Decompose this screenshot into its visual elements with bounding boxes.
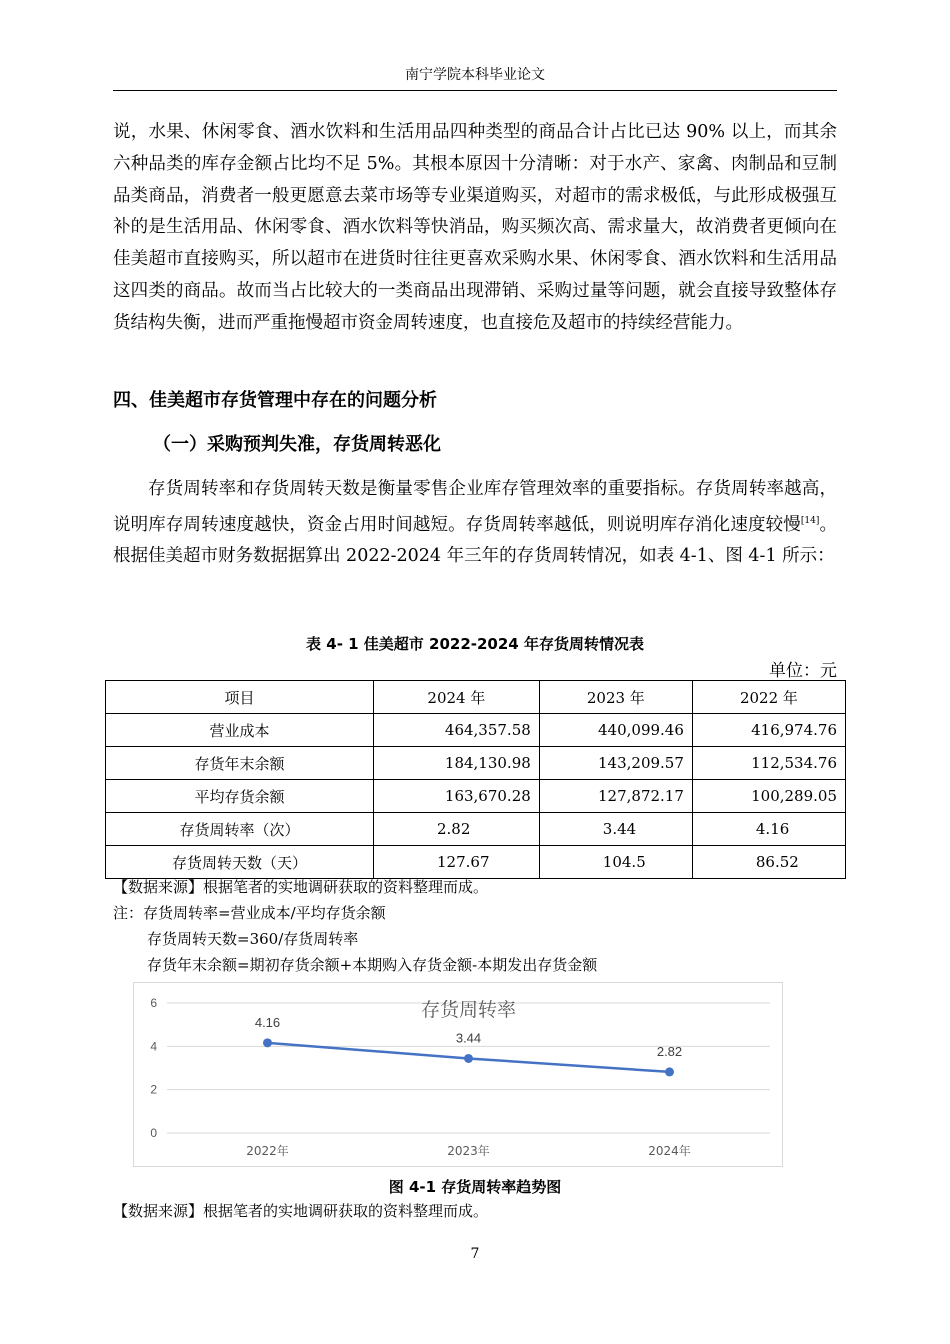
table-cell: 127,872.17 <box>539 780 692 813</box>
section-heading: 四、佳美超市存货管理中存在的问题分析 <box>113 390 437 411</box>
table-cell: 存货年末余额 <box>106 747 374 780</box>
table-row <box>106 846 846 879</box>
table-row <box>106 714 846 747</box>
table-cell: 3.44 <box>539 813 692 846</box>
data-source-note: 【数据来源】根据笔者的实地调研获取的资料整理而成。 <box>113 878 489 896</box>
subsection-heading: （一）采购预判失准，存货周转恶化 <box>153 434 441 455</box>
table-cell: 416,974.76 <box>692 714 845 747</box>
data-source-note: 【数据来源】根据笔者的实地调研获取的资料整理而成。 <box>113 1202 489 1220</box>
chart-title: 存货周转率 <box>420 999 517 1021</box>
inventory-turnover-table <box>105 680 846 879</box>
table-row <box>106 780 846 813</box>
table-row <box>106 813 846 846</box>
paragraph-text-b: 。根据佳美超市财务数据据算出 2022-2024 年三年的存货周转情况，如表 4-1、图 4-1 所示： <box>113 514 837 567</box>
table-cell: 存货周转率（次） <box>106 813 374 846</box>
table-cell: 100,289.05 <box>692 780 845 813</box>
x-tick-label: 2022年 <box>246 1144 289 1158</box>
table-cell: 163,670.28 <box>374 780 540 813</box>
y-tick-label: 6 <box>150 996 157 1010</box>
table-cell: 2.82 <box>374 813 540 846</box>
table-cell: 440,099.46 <box>539 714 692 747</box>
table-cell: 143,209.57 <box>539 747 692 780</box>
formula-note: 注：存货周转率=营业成本/平均存货余额 <box>113 904 386 922</box>
page-header: 南宁学院本科毕业论文 <box>113 64 837 91</box>
table-unit: 单位：元 <box>769 661 837 681</box>
table-header-cell: 项目 <box>106 681 374 714</box>
chart-canvas <box>134 983 782 1166</box>
data-point <box>665 1067 674 1076</box>
body-paragraph-2 <box>113 474 837 573</box>
table-cell: 86.52 <box>692 846 845 879</box>
data-label: 2.82 <box>656 1043 683 1059</box>
table-cell: 127.67 <box>374 846 540 879</box>
page-number: 7 <box>470 1246 480 1262</box>
paragraph-text-a: 存货周转率和存货周转天数是衡量零售企业库存管理效率的重要指标。存货周转率越高，说明库存周转速度越快，资金占用时间越短。存货周转率越低，则说明库存消化速度较慢 <box>113 479 837 535</box>
turnover-chart <box>133 982 783 1167</box>
table-header-cell: 2023 年 <box>539 681 692 714</box>
table-row <box>106 747 846 780</box>
data-point <box>464 1054 473 1063</box>
table-cell: 4.16 <box>692 813 845 846</box>
data-label: 4.16 <box>254 1014 281 1030</box>
formula-note: 存货年末余额=期初存货余额+本期购入存货金额-本期发出存货金额 <box>147 956 598 974</box>
data-point <box>263 1038 272 1047</box>
table-caption: 表 4- 1 佳美超市 2022-2024 年存货周转情况表 <box>306 635 644 653</box>
table-cell: 营业成本 <box>106 714 374 747</box>
data-label: 3.44 <box>455 1030 482 1046</box>
x-tick-label: 2024年 <box>648 1144 691 1158</box>
body-paragraph-1: 说，水果、休闲零食、酒水饮料和生活用品四种类型的商品合计占比已达 90% 以上，而其余六种品类的库存金额占比均不足 5%。其根本原因十分清晰：对于水产、家禽、肉制品和豆制品类商品，消费者一般更愿意去菜市场等专业渠道购买，对超市的需求极低，与此形成极强互补的是生活用品、休闲零食、酒水饮料等快消品，购买频次高、需求量大，故消费者更倾向在佳美超市直接购买，所以超市在进货时往往更喜欢采购水果、休闲零食、酒水饮料和生活用品这四类的商品。故而当占比较大的一类商品出现滞销、采购过量等问题，就会直接导致整体存货结构失衡，进而严重拖慢超市资金周转速度，也直接危及超市的持续经营能力。 <box>113 122 837 333</box>
formula-note: 存货周转天数=360/存货周转率 <box>147 930 359 948</box>
table-cell: 112,534.76 <box>692 747 845 780</box>
y-tick-label: 2 <box>150 1082 157 1097</box>
y-tick-label: 4 <box>150 1039 157 1054</box>
x-tick-label: 2023年 <box>447 1144 490 1158</box>
figure-caption: 图 4-1 存货周转率趋势图 <box>388 1178 562 1196</box>
table-cell: 104.5 <box>539 846 692 879</box>
table-header-cell: 2022 年 <box>692 681 845 714</box>
table-header-cell: 2024 年 <box>374 681 540 714</box>
table-cell: 464,357.58 <box>374 714 540 747</box>
table-header-row <box>106 681 846 714</box>
y-tick-label: 0 <box>150 1126 157 1140</box>
table-cell: 184,130.98 <box>374 747 540 780</box>
citation-ref: [14] <box>800 515 820 526</box>
table-cell: 存货周转天数（天） <box>106 846 374 879</box>
table-cell: 平均存货余额 <box>106 780 374 813</box>
